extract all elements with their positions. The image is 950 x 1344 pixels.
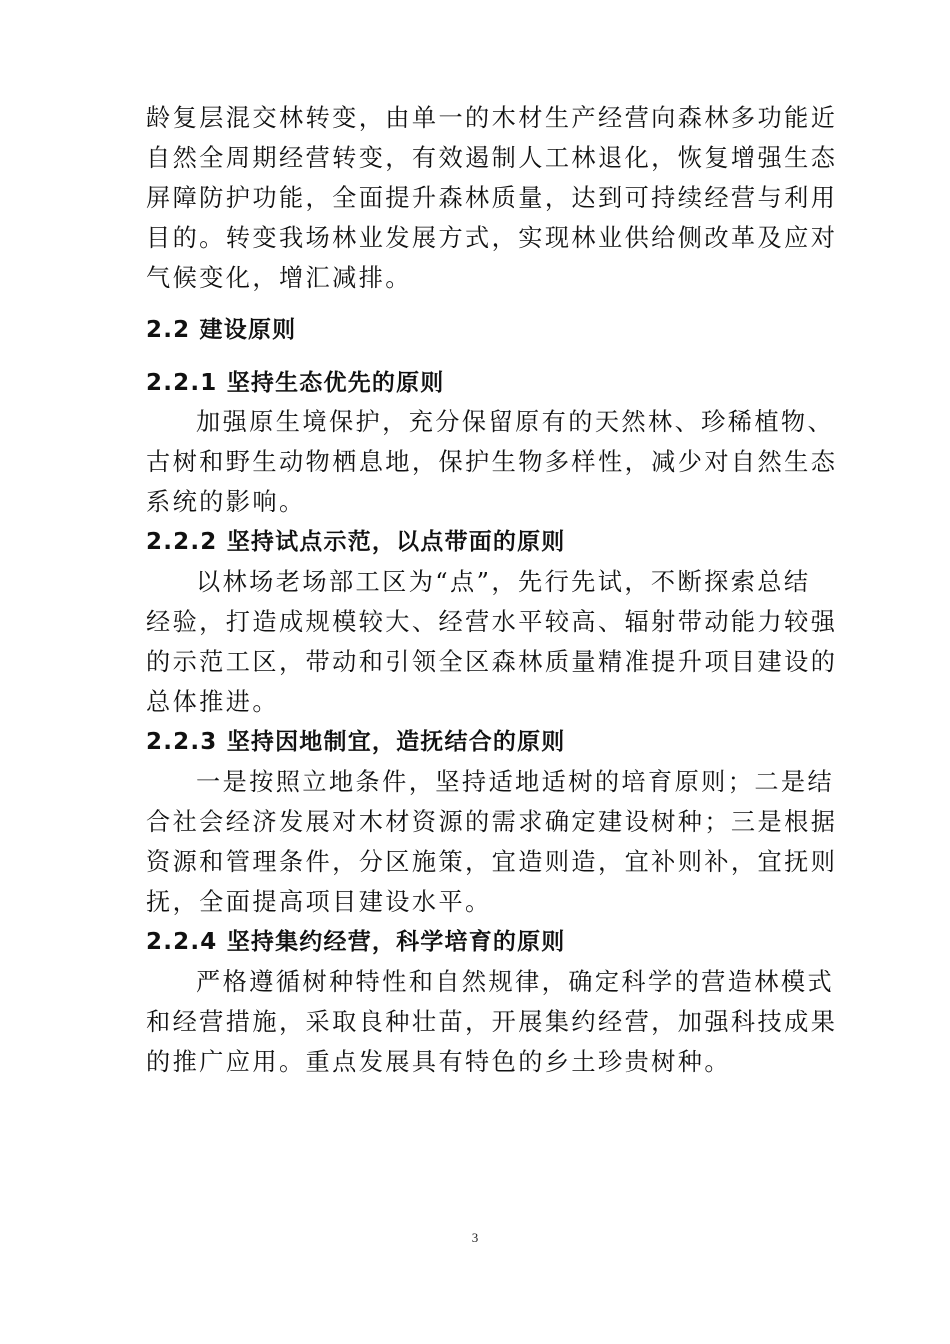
paragraph-line: 古树和野生动物栖息地，保护生物多样性，减少对自然生态 — [146, 448, 838, 476]
subsection-heading-2-2-1: 2.2.1 坚持生态优先的原则 — [146, 370, 445, 396]
subsection-heading-2-2-2: 2.2.2 坚持试点示范，以点带面的原则 — [146, 529, 566, 555]
paragraph-line: 总体推进。 — [146, 688, 279, 716]
paragraph-line: 自然全周期经营转变，有效遏制人工林退化，恢复增强生态 — [146, 144, 838, 172]
paragraph-line: 龄复层混交林转变，由单一的木材生产经营向森林多功能近 — [146, 104, 838, 132]
paragraph-line: 抚，全面提高项目建设水平。 — [146, 888, 492, 916]
paragraph-line: 经验，打造成规模较大、经营水平较高、辐射带动能力较强 — [146, 608, 838, 636]
paragraph-line: 加强原生境保护，充分保留原有的天然林、珍稀植物、 — [196, 408, 835, 436]
paragraph-line: 以林场老场部工区为“点”，先行先试，不断探索总结 — [196, 568, 811, 596]
section-heading-2-2: 2.2 建设原则 — [146, 317, 297, 343]
paragraph-line: 目的。转变我场林业发展方式，实现林业供给侧改革及应对 — [146, 224, 838, 252]
paragraph-line: 资源和管理条件，分区施策，宜造则造，宜补则补，宜抚则 — [146, 848, 838, 876]
subsection-heading-2-2-3: 2.2.3 坚持因地制宜，造抚结合的原则 — [146, 729, 566, 755]
paragraph-line: 的示范工区，带动和引领全区森林质量精准提升项目建设的 — [146, 648, 838, 676]
page-number: 3 — [471, 1230, 479, 1245]
paragraph-line: 屏障防护功能，全面提升森林质量，达到可持续经营与利用 — [146, 184, 838, 212]
paragraph-line: 和经营措施，采取良种壮苗，开展集约经营，加强科技成果 — [146, 1008, 838, 1036]
paragraph-line: 严格遵循树种特性和自然规律，确定科学的营造林模式 — [196, 968, 835, 996]
paragraph-line: 合社会经济发展对木材资源的需求确定建设树种；三是根据 — [146, 808, 838, 836]
subsection-heading-2-2-4: 2.2.4 坚持集约经营，科学培育的原则 — [146, 929, 566, 955]
paragraph-line: 的推广应用。重点发展具有特色的乡土珍贵树种。 — [146, 1048, 731, 1076]
paragraph-line: 一是按照立地条件，坚持适地适树的培育原则；二是结 — [196, 768, 835, 796]
paragraph-line: 系统的影响。 — [146, 488, 306, 516]
paragraph-line: 气候变化，增汇减排。 — [146, 264, 412, 292]
